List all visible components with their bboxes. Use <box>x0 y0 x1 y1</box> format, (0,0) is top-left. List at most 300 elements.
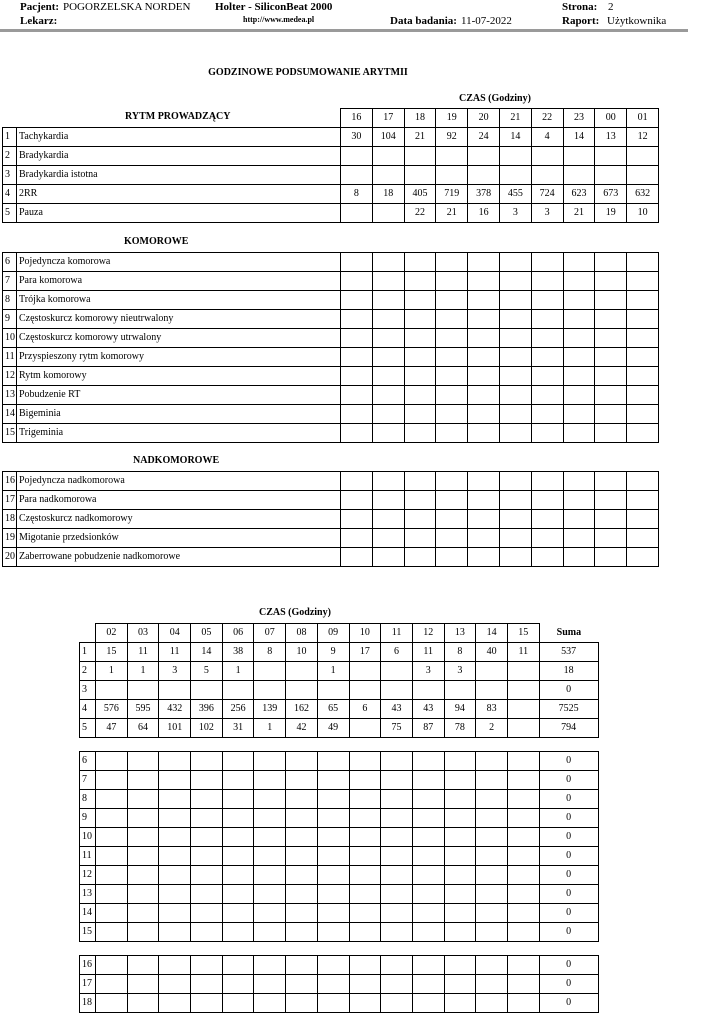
hour-value <box>341 204 373 223</box>
hour-value <box>563 367 595 386</box>
hour-value <box>372 405 404 424</box>
hour-header-21: 21 <box>499 109 531 128</box>
hour-value <box>563 291 595 310</box>
row-number: 10 <box>80 828 96 847</box>
hour-value <box>372 510 404 529</box>
row-label: Bigeminia <box>17 405 341 424</box>
table-row <box>3 147 659 166</box>
hour-value: 632 <box>627 185 659 204</box>
hour-value <box>436 405 468 424</box>
patient-name: POGORZELSKA NORDEN <box>63 1 191 13</box>
hour-value <box>381 885 413 904</box>
hour-value <box>468 529 500 548</box>
hour-value <box>159 752 191 771</box>
hour-value: 21 <box>563 204 595 223</box>
hour-value <box>159 809 191 828</box>
hour-header-11: 11 <box>381 624 413 643</box>
row-number: 3 <box>80 681 96 700</box>
hour-value: 8 <box>341 185 373 204</box>
hour-value: 22 <box>404 204 436 223</box>
hour-value <box>595 348 627 367</box>
hour-value <box>381 847 413 866</box>
row-label: Częstoskurcz nadkomorowy <box>17 510 341 529</box>
hour-value <box>404 510 436 529</box>
hour-value <box>127 809 159 828</box>
table-row <box>3 386 659 405</box>
row-sum: 0 <box>539 904 598 923</box>
hour-value <box>468 386 500 405</box>
hour-value <box>563 491 595 510</box>
hour-value <box>317 809 349 828</box>
hour-value <box>531 310 563 329</box>
hour-value <box>96 752 128 771</box>
table-row <box>80 700 599 719</box>
hour-value <box>404 291 436 310</box>
hour-value <box>127 923 159 942</box>
table-row <box>3 272 659 291</box>
lower-ventricular-table <box>79 751 599 942</box>
hour-value <box>159 956 191 975</box>
row-sum: 0 <box>539 681 598 700</box>
hour-value <box>372 472 404 491</box>
hour-value <box>222 956 254 975</box>
hour-value <box>499 348 531 367</box>
hour-value <box>444 866 476 885</box>
hour-value: 65 <box>317 700 349 719</box>
row-number: 6 <box>3 253 17 272</box>
hour-value <box>341 166 373 185</box>
hour-value <box>254 681 286 700</box>
table-row <box>80 681 599 700</box>
table-row <box>80 662 599 681</box>
hour-value <box>372 491 404 510</box>
hour-value <box>563 147 595 166</box>
hour-value <box>531 386 563 405</box>
hour-value <box>436 386 468 405</box>
hour-value <box>627 329 659 348</box>
row-label: 2RR <box>17 185 341 204</box>
hour-value: 623 <box>563 185 595 204</box>
hour-value <box>191 771 223 790</box>
row-number: 4 <box>3 185 17 204</box>
hour-value <box>404 348 436 367</box>
hour-value <box>412 681 444 700</box>
hour-value <box>627 367 659 386</box>
row-sum: 0 <box>539 790 598 809</box>
hour-value <box>436 329 468 348</box>
hour-value <box>563 529 595 548</box>
hour-value <box>444 828 476 847</box>
hour-value <box>444 771 476 790</box>
hour-value <box>381 809 413 828</box>
hour-value <box>317 752 349 771</box>
supraventricular-table <box>2 471 659 567</box>
hour-header-row <box>3 109 659 128</box>
hour-value <box>254 923 286 942</box>
hour-value <box>507 904 539 923</box>
row-number: 15 <box>3 424 17 443</box>
hour-header-15: 15 <box>507 624 539 643</box>
row-label: Rytm komorowy <box>17 367 341 386</box>
hour-value <box>468 253 500 272</box>
hour-value <box>595 529 627 548</box>
hour-value <box>595 424 627 443</box>
hour-value <box>507 681 539 700</box>
hour-value <box>444 956 476 975</box>
hour-header-17: 17 <box>372 109 404 128</box>
hour-value <box>563 424 595 443</box>
hour-value <box>476 771 508 790</box>
hour-value <box>436 253 468 272</box>
hour-value <box>159 994 191 1013</box>
row-number: 8 <box>3 291 17 310</box>
hour-value <box>349 752 381 771</box>
hour-value <box>191 885 223 904</box>
row-sum: 0 <box>539 923 598 942</box>
hour-value <box>499 529 531 548</box>
hour-value <box>563 510 595 529</box>
hour-value <box>191 904 223 923</box>
hour-value: 13 <box>595 128 627 147</box>
hour-value <box>404 166 436 185</box>
hour-value <box>436 529 468 548</box>
hour-value: 162 <box>286 700 318 719</box>
hour-value: 40 <box>476 643 508 662</box>
hour-value <box>507 662 539 681</box>
hour-value <box>222 885 254 904</box>
hour-value: 4 <box>531 128 563 147</box>
hour-value <box>531 367 563 386</box>
hour-value <box>127 975 159 994</box>
table-row <box>80 752 599 771</box>
hour-value <box>159 681 191 700</box>
hour-value <box>627 405 659 424</box>
hour-value <box>499 329 531 348</box>
hour-header-02: 02 <box>96 624 128 643</box>
hour-value <box>404 367 436 386</box>
hour-value <box>341 491 373 510</box>
hour-value: 11 <box>159 643 191 662</box>
hour-value <box>127 847 159 866</box>
row-label: Pojedyncza komorowa <box>17 253 341 272</box>
hour-value <box>444 790 476 809</box>
hour-value <box>595 491 627 510</box>
hour-value <box>563 329 595 348</box>
hour-value <box>191 994 223 1013</box>
hour-value <box>349 809 381 828</box>
hour-value <box>595 548 627 567</box>
hour-value <box>127 904 159 923</box>
table-row <box>3 204 659 223</box>
hour-value: 3 <box>444 662 476 681</box>
hour-value <box>254 790 286 809</box>
hour-value <box>412 809 444 828</box>
hour-value <box>507 956 539 975</box>
hour-value <box>412 752 444 771</box>
hour-value <box>444 681 476 700</box>
table-row <box>3 510 659 529</box>
row-number: 11 <box>80 847 96 866</box>
hour-value <box>191 923 223 942</box>
hour-header-10: 10 <box>349 624 381 643</box>
hour-value <box>499 272 531 291</box>
hour-value <box>531 291 563 310</box>
hour-value <box>499 472 531 491</box>
hour-value <box>444 975 476 994</box>
hour-value <box>595 147 627 166</box>
table-row <box>80 904 599 923</box>
hour-value <box>381 975 413 994</box>
row-label: Pobudzenie RT <box>17 386 341 405</box>
hour-value: 11 <box>127 643 159 662</box>
hour-value <box>499 386 531 405</box>
hour-value: 256 <box>222 700 254 719</box>
hour-value <box>531 548 563 567</box>
hour-value <box>412 771 444 790</box>
table-row <box>80 643 599 662</box>
website-url: http://www.medea.pl <box>243 15 315 24</box>
hour-value <box>468 510 500 529</box>
hour-value <box>341 348 373 367</box>
hour-value: 8 <box>254 643 286 662</box>
hour-value <box>381 994 413 1013</box>
table-row <box>3 491 659 510</box>
hour-value <box>412 975 444 994</box>
hour-header-14: 14 <box>476 624 508 643</box>
row-number: 3 <box>3 166 17 185</box>
hour-value: 18 <box>372 185 404 204</box>
hour-value <box>476 809 508 828</box>
hour-value <box>531 147 563 166</box>
hour-value <box>412 956 444 975</box>
hour-value <box>404 405 436 424</box>
hour-value: 9 <box>317 643 349 662</box>
table-row <box>80 847 599 866</box>
row-label: Częstoskurcz komorowy nieutrwalony <box>17 310 341 329</box>
hour-value <box>222 771 254 790</box>
hour-value <box>476 847 508 866</box>
hour-value <box>436 348 468 367</box>
hour-value: 5 <box>191 662 223 681</box>
hour-value <box>127 866 159 885</box>
hour-value: 1 <box>127 662 159 681</box>
hour-value <box>254 866 286 885</box>
hour-header-20: 20 <box>468 109 500 128</box>
hour-value <box>191 975 223 994</box>
hour-value <box>159 885 191 904</box>
hour-value <box>96 790 128 809</box>
row-label: Pojedyncza nadkomorowa <box>17 472 341 491</box>
hour-value: 14 <box>191 643 223 662</box>
hour-value <box>507 700 539 719</box>
row-number: 20 <box>3 548 17 567</box>
row-number: 16 <box>80 956 96 975</box>
table-row <box>3 329 659 348</box>
hour-value <box>96 975 128 994</box>
hour-value: 43 <box>412 700 444 719</box>
hour-value: 102 <box>191 719 223 738</box>
table-row <box>3 348 659 367</box>
hour-value <box>531 405 563 424</box>
hour-value: 14 <box>563 128 595 147</box>
hour-value <box>468 548 500 567</box>
hour-value: 3 <box>159 662 191 681</box>
hour-value <box>254 975 286 994</box>
hour-value <box>381 956 413 975</box>
hour-value <box>412 904 444 923</box>
row-sum: 0 <box>539 885 598 904</box>
report-value: Użytkownika <box>607 15 667 27</box>
hour-value <box>286 923 318 942</box>
row-number: 14 <box>80 904 96 923</box>
hour-value <box>476 662 508 681</box>
hour-value: 19 <box>595 204 627 223</box>
hour-value <box>286 828 318 847</box>
row-number: 1 <box>80 643 96 662</box>
hour-value <box>627 424 659 443</box>
hour-value <box>127 790 159 809</box>
hour-value <box>159 866 191 885</box>
hour-value: 378 <box>468 185 500 204</box>
hour-value: 8 <box>444 643 476 662</box>
hour-value <box>222 681 254 700</box>
hour-value <box>507 790 539 809</box>
hour-value <box>96 923 128 942</box>
hour-header-03: 03 <box>127 624 159 643</box>
hour-value <box>96 956 128 975</box>
hour-value: 78 <box>444 719 476 738</box>
hour-value <box>127 681 159 700</box>
hour-value <box>468 329 500 348</box>
hour-value <box>317 885 349 904</box>
table-row <box>3 405 659 424</box>
hour-value <box>317 956 349 975</box>
hour-value <box>563 548 595 567</box>
hour-value: 1 <box>254 719 286 738</box>
patient-label: Pacjent: <box>20 1 60 13</box>
hour-value <box>372 424 404 443</box>
hour-value <box>476 975 508 994</box>
hour-value <box>476 923 508 942</box>
hour-value <box>381 771 413 790</box>
hour-value: 139 <box>254 700 286 719</box>
table-row <box>3 529 659 548</box>
section-supraventricular: NADKOMOROWE <box>133 455 220 466</box>
hour-value <box>531 253 563 272</box>
hour-value <box>412 866 444 885</box>
hour-value: 42 <box>286 719 318 738</box>
hour-value <box>222 923 254 942</box>
hour-value <box>127 994 159 1013</box>
hour-value <box>286 885 318 904</box>
hour-value <box>412 828 444 847</box>
hour-value <box>159 790 191 809</box>
hour-value <box>476 828 508 847</box>
hour-header-01: 01 <box>627 109 659 128</box>
hour-value <box>627 310 659 329</box>
hour-value <box>436 272 468 291</box>
hour-value <box>404 253 436 272</box>
hour-value <box>349 904 381 923</box>
hour-value <box>372 367 404 386</box>
hour-value <box>507 994 539 1013</box>
hour-value <box>507 809 539 828</box>
hour-value <box>404 472 436 491</box>
hour-value <box>341 291 373 310</box>
ventricular-table <box>2 252 659 443</box>
hour-value: 11 <box>412 643 444 662</box>
hour-value: 38 <box>222 643 254 662</box>
hour-value <box>286 681 318 700</box>
row-sum: 0 <box>539 866 598 885</box>
hour-value <box>191 828 223 847</box>
hour-value <box>404 147 436 166</box>
hour-value <box>468 147 500 166</box>
hour-value <box>468 166 500 185</box>
hour-value <box>159 771 191 790</box>
hour-header-13: 13 <box>444 624 476 643</box>
table-row <box>80 994 599 1013</box>
hour-value <box>222 904 254 923</box>
hour-value <box>531 424 563 443</box>
hour-header-06: 06 <box>222 624 254 643</box>
hour-value: 6 <box>381 643 413 662</box>
row-label: Zaberrowane pobudzenie nadkomorowe <box>17 548 341 567</box>
row-number: 14 <box>3 405 17 424</box>
row-label: Pauza <box>17 204 341 223</box>
hour-value <box>96 847 128 866</box>
hour-value <box>476 956 508 975</box>
hour-value <box>595 367 627 386</box>
hour-header-19: 19 <box>436 109 468 128</box>
hour-value <box>595 329 627 348</box>
hour-value <box>444 923 476 942</box>
hour-value <box>436 472 468 491</box>
hour-value <box>381 681 413 700</box>
row-sum: 18 <box>539 662 598 681</box>
hour-value: 11 <box>507 643 539 662</box>
row-number: 18 <box>3 510 17 529</box>
hour-value <box>191 681 223 700</box>
hour-value: 724 <box>531 185 563 204</box>
hour-value: 3 <box>499 204 531 223</box>
table-row <box>3 253 659 272</box>
hour-header-22: 22 <box>531 109 563 128</box>
row-label: Częstoskurcz komorowy utrwalony <box>17 329 341 348</box>
row-number: 18 <box>80 994 96 1013</box>
hour-value <box>254 662 286 681</box>
hour-value: 1 <box>96 662 128 681</box>
hour-value <box>222 828 254 847</box>
hour-value <box>349 866 381 885</box>
header-divider <box>0 29 688 32</box>
hour-value <box>191 752 223 771</box>
hour-value: 15 <box>96 643 128 662</box>
hour-value <box>595 386 627 405</box>
hour-value: 10 <box>286 643 318 662</box>
hour-value <box>341 367 373 386</box>
row-number: 13 <box>3 386 17 405</box>
row-label: Para komorowa <box>17 272 341 291</box>
hour-value <box>381 923 413 942</box>
hour-value <box>412 885 444 904</box>
hour-value <box>531 510 563 529</box>
hour-value <box>286 809 318 828</box>
hour-value <box>317 975 349 994</box>
hour-value: 31 <box>222 719 254 738</box>
hour-header-12: 12 <box>412 624 444 643</box>
table-row <box>3 424 659 443</box>
